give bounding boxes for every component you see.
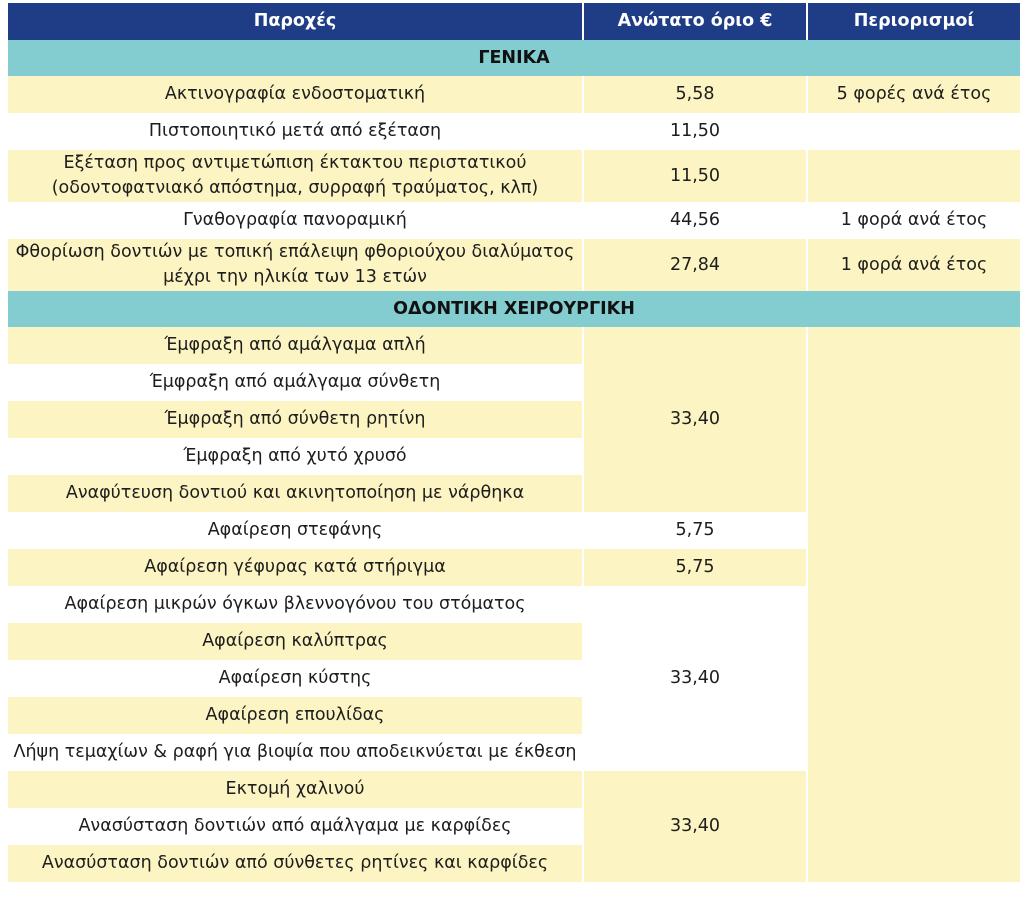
- section-row-general: [8, 40, 1020, 76]
- limit-cell-fillings-group: 33,40: [584, 327, 806, 512]
- section-row-surgery: [8, 291, 1020, 327]
- restriction-cell: 5 φορές ανά έτος: [808, 76, 1020, 113]
- header-service: Παροχές: [8, 3, 582, 40]
- service-cell: [8, 150, 582, 202]
- dental-benefits-table: [6, 3, 1022, 882]
- service-cell: Αφαίρεση κύστης: [8, 660, 582, 697]
- service-cell: Έμφραξη από σύνθετη ρητίνη: [8, 401, 582, 438]
- limit-cell: 27,84: [584, 239, 806, 291]
- service-cell: Λήψη τεμαχίων & ραφή για βιοψία που αποδεικνύεται με έκθεση: [8, 734, 582, 771]
- limit-cell: 11,50: [584, 113, 806, 150]
- service-line: μέχρι την ηλικία των 13 ετών: [163, 267, 427, 287]
- service-cell: Γναθογραφία πανοραμική: [8, 202, 582, 239]
- service-cell: Έμφραξη από αμάλγαμα απλή: [8, 327, 582, 364]
- service-line: Εξέταση προς αντιμετώπιση έκτακτου περιστατικού: [63, 153, 527, 173]
- section-title-surgery: ΟΔΟΝΤΙΚΗ ΧΕΙΡΟΥΡΓΙΚΗ: [8, 291, 1020, 327]
- service-cell: Έμφραξη από αμάλγαμα σύνθετη: [8, 364, 582, 401]
- table-row: [8, 113, 1020, 150]
- limit-cell: 11,50: [584, 150, 806, 202]
- table-row: [8, 239, 1020, 291]
- table-row: [8, 76, 1020, 113]
- service-cell: Αφαίρεση γέφυρας κατά στήριγμα: [8, 549, 582, 586]
- service-cell: Πιστοποιητικό μετά από εξέταση: [8, 113, 582, 150]
- table-row: [8, 150, 1020, 202]
- service-cell: Αφαίρεση καλύπτρας: [8, 623, 582, 660]
- header-restrictions: Περιορισμοί: [808, 3, 1020, 40]
- service-cell: Εκτομή χαλινού: [8, 771, 582, 808]
- service-cell: Αφαίρεση επουλίδας: [8, 697, 582, 734]
- table-row: [8, 327, 1020, 364]
- service-cell: Ανασύσταση δοντιών από αμάλγαμα με καρφίδες: [8, 808, 582, 845]
- limit-cell: 5,75: [584, 512, 806, 549]
- restriction-cell: [808, 150, 1020, 202]
- restriction-cell: 1 φορά ανά έτος: [808, 239, 1020, 291]
- service-cell: Αφαίρεση στεφάνης: [8, 512, 582, 549]
- limit-cell: 5,75: [584, 549, 806, 586]
- service-cell: Έμφραξη από χυτό χρυσό: [8, 438, 582, 475]
- limit-cell: 5,58: [584, 76, 806, 113]
- limit-cell: 44,56: [584, 202, 806, 239]
- restriction-cell-surgery: [808, 327, 1020, 882]
- restriction-cell: 1 φορά ανά έτος: [808, 202, 1020, 239]
- limit-cell-reconstruction-group: 33,40: [584, 771, 806, 882]
- header-row: [8, 3, 1020, 40]
- service-cell: Ανασύσταση δοντιών από σύνθετες ρητίνες και καρφίδες: [8, 845, 582, 882]
- limit-cell-oral-surgery-group: 33,40: [584, 586, 806, 771]
- section-title-general: ΓΕΝΙΚΑ: [8, 40, 1020, 76]
- service-cell: Αναφύτευση δοντιού και ακινητοποίηση με νάρθηκα: [8, 475, 582, 512]
- header-limit: Ανώτατο όριο €: [584, 3, 806, 40]
- restriction-cell: [808, 113, 1020, 150]
- service-line: (οδοντοφατνιακό απόστημα, συρραφή τραύματος, κλπ): [51, 178, 539, 198]
- service-cell: Αφαίρεση μικρών όγκων βλεννογόνου του στόματος: [8, 586, 582, 623]
- service-cell: [8, 239, 582, 291]
- table-row: [8, 202, 1020, 239]
- service-cell: Ακτινογραφία ενδοστοματική: [8, 76, 582, 113]
- service-line: Φθορίωση δοντιών με τοπική επάλειψη φθοριούχου διαλύματος: [15, 242, 575, 262]
